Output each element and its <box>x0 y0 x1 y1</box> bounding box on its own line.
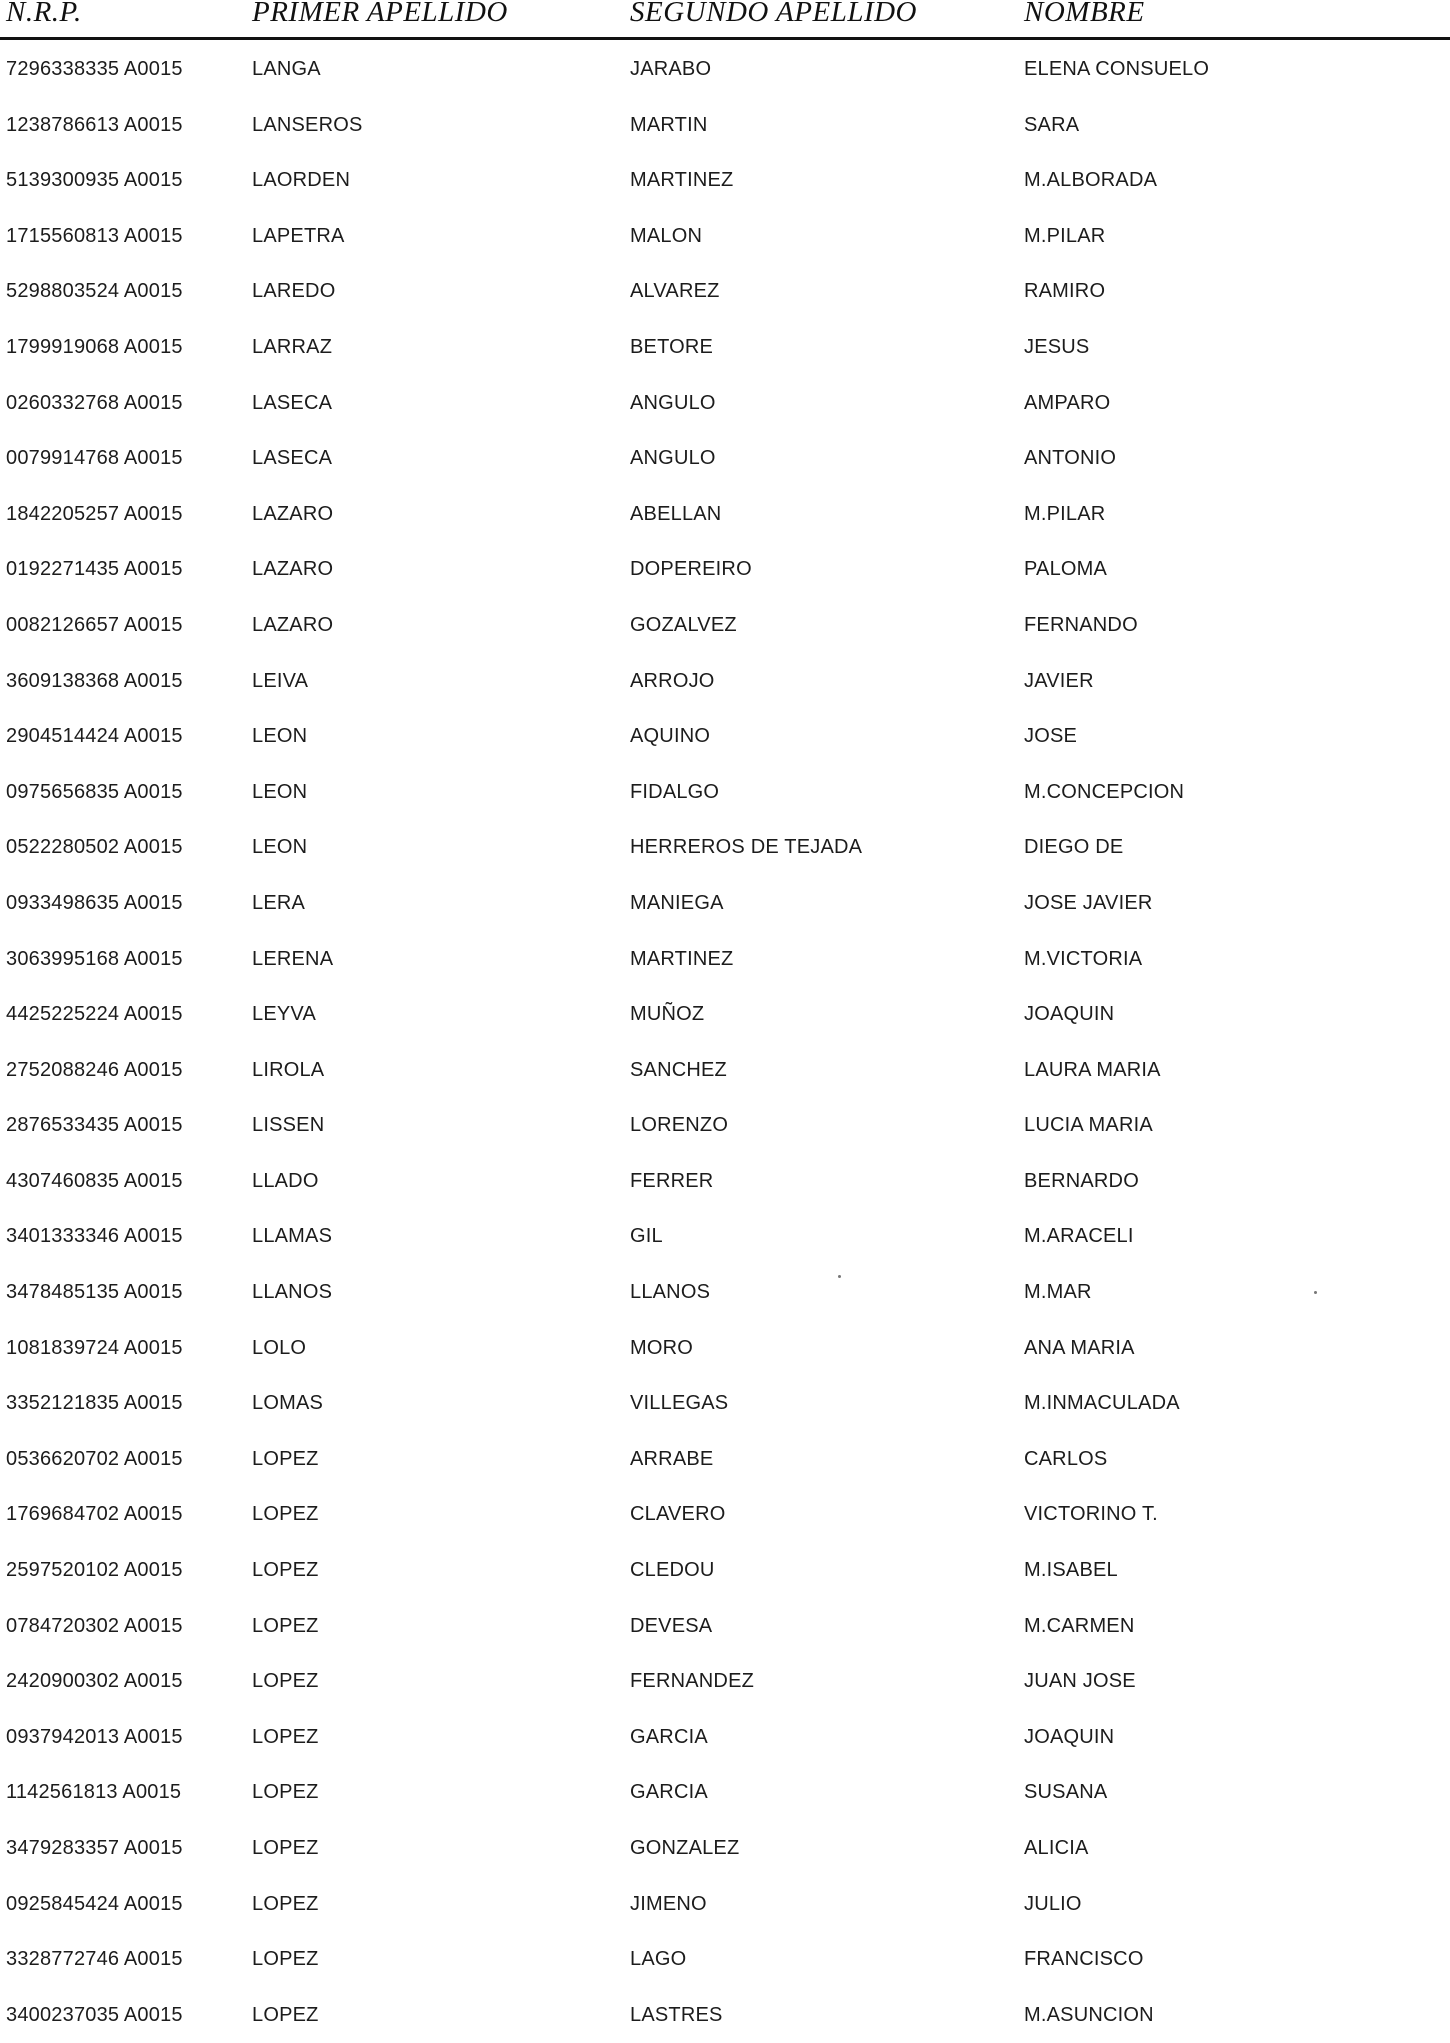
table-row <box>0 1877 1450 1933</box>
table-row <box>0 709 1450 765</box>
cell-nrp: 3479283357 A0015 <box>6 1837 183 1859</box>
table-row <box>0 264 1450 320</box>
cell-primer-apellido: LLANOS <box>252 1281 333 1304</box>
cell-segundo-apellido: ARROJO <box>630 669 715 692</box>
cell-nrp: 0784720302 A0015 <box>6 1614 183 1637</box>
cell-nombre: BERNARDO <box>1024 1169 1139 1192</box>
table-row <box>0 987 1450 1043</box>
cell-nrp: 0925845424 A0015 <box>6 1892 183 1915</box>
cell-nombre: JOSE JAVIER <box>1024 891 1153 914</box>
cell-nombre: JULIO <box>1024 1892 1082 1915</box>
header-nombre: NOMBRE <box>1024 0 1145 28</box>
cell-segundo-apellido: MARTIN <box>630 113 708 136</box>
cell-segundo-apellido: CLEDOU <box>630 1559 715 1582</box>
cell-primer-apellido: LOPEZ <box>252 1781 319 1804</box>
cell-segundo-apellido: ARRABE <box>630 1447 714 1470</box>
scan-speck <box>838 1275 841 1278</box>
cell-primer-apellido: LOPEZ <box>252 1670 319 1693</box>
cell-primer-apellido: LAZARO <box>252 613 334 636</box>
cell-segundo-apellido: MALON <box>630 224 703 247</box>
cell-nombre: PALOMA <box>1024 558 1108 581</box>
table-row <box>0 1154 1450 1210</box>
table-header <box>0 0 1450 34</box>
cell-nrp: 4307460835 A0015 <box>6 1169 183 1192</box>
cell-segundo-apellido: MARTINEZ <box>630 169 734 192</box>
cell-nombre: LAURA MARIA <box>1024 1058 1161 1081</box>
cell-nrp: 0975656835 A0015 <box>6 780 183 803</box>
cell-nrp: 3400237035 A0015 <box>6 2003 183 2026</box>
cell-primer-apellido: LOPEZ <box>252 1725 319 1748</box>
cell-segundo-apellido: JIMENO <box>630 1892 707 1915</box>
header-segundo-apellido: SEGUNDO APELLIDO <box>630 0 917 28</box>
cell-segundo-apellido: ABELLAN <box>630 502 722 525</box>
cell-segundo-apellido: GARCIA <box>630 1725 708 1748</box>
cell-primer-apellido: LERA <box>252 891 306 914</box>
cell-nrp: 0260332768 A0015 <box>6 391 183 414</box>
cell-segundo-apellido: FERRER <box>630 1169 714 1192</box>
cell-nombre: JOAQUIN <box>1024 1725 1115 1748</box>
cell-nombre: ELENA CONSUELO <box>1024 58 1210 80</box>
cell-nrp: 7296338335 A0015 <box>6 58 183 80</box>
cell-segundo-apellido: GOZALVEZ <box>630 613 737 636</box>
table-row <box>0 765 1450 821</box>
cell-nombre: M.ALBORADA <box>1024 169 1158 192</box>
cell-nrp: 3328772746 A0015 <box>6 1948 183 1971</box>
cell-nombre: SARA <box>1024 113 1080 136</box>
cell-nrp: 3401333346 A0015 <box>6 1225 183 1248</box>
table-row <box>0 820 1450 876</box>
cell-nombre: M.PILAR <box>1024 224 1106 247</box>
cell-primer-apellido: LOPEZ <box>252 1447 319 1470</box>
cell-primer-apellido: LOPEZ <box>252 1559 319 1582</box>
table-row <box>0 654 1450 710</box>
table-row <box>0 1710 1450 1766</box>
cell-nrp: 2904514424 A0015 <box>6 725 183 748</box>
cell-nrp: 3609138368 A0015 <box>6 669 183 692</box>
cell-primer-apellido: LOPEZ <box>252 1948 319 1971</box>
table-row <box>0 1599 1450 1655</box>
cell-segundo-apellido: MUÑOZ <box>630 1003 705 1026</box>
cell-primer-apellido: LAZARO <box>252 558 334 581</box>
cell-segundo-apellido: LAGO <box>630 1948 687 1971</box>
cell-nrp: 0192271435 A0015 <box>6 558 183 581</box>
cell-nrp: 2597520102 A0015 <box>6 1559 183 1582</box>
table-row <box>0 1321 1450 1377</box>
table-row <box>0 1265 1450 1321</box>
cell-nombre: M.ASUNCION <box>1024 2003 1154 2026</box>
cell-primer-apellido: LARRAZ <box>252 335 333 358</box>
cell-segundo-apellido: MANIEGA <box>630 891 724 914</box>
table-row <box>0 1543 1450 1599</box>
table-row <box>0 1043 1450 1099</box>
table-row <box>0 1988 1450 2043</box>
cell-nombre: M.ARACELI <box>1024 1225 1134 1248</box>
cell-segundo-apellido: DOPEREIRO <box>630 558 752 581</box>
cell-nombre: M.MAR <box>1024 1281 1092 1304</box>
cell-nombre: ANA MARIA <box>1024 1336 1135 1359</box>
table-row <box>0 209 1450 265</box>
cell-primer-apellido: LAORDEN <box>252 169 351 192</box>
table-row <box>0 1432 1450 1488</box>
cell-nombre: M.PILAR <box>1024 502 1106 525</box>
cell-primer-apellido: LOPEZ <box>252 1837 319 1859</box>
cell-segundo-apellido: DEVESA <box>630 1614 713 1637</box>
table-row <box>0 1765 1450 1821</box>
table-row <box>0 876 1450 932</box>
cell-segundo-apellido: CLAVERO <box>630 1503 726 1526</box>
cell-nrp: 1842205257 A0015 <box>6 502 183 525</box>
cell-primer-apellido: LASECA <box>252 391 333 414</box>
cell-nrp: 0079914768 A0015 <box>6 447 183 470</box>
cell-nrp: 0082126657 A0015 <box>6 613 183 636</box>
cell-nrp: 1081839724 A0015 <box>6 1336 183 1359</box>
cell-primer-apellido: LOMAS <box>252 1392 324 1415</box>
cell-primer-apellido: LEYVA <box>252 1003 316 1026</box>
cell-primer-apellido: LIROLA <box>252 1058 325 1081</box>
cell-segundo-apellido: GONZALEZ <box>630 1837 740 1859</box>
cell-nombre: JAVIER <box>1024 669 1094 692</box>
cell-primer-apellido: LANGA <box>252 58 321 80</box>
table-row <box>0 1654 1450 1710</box>
cell-nombre: RAMIRO <box>1024 280 1106 303</box>
cell-primer-apellido: LEON <box>252 836 308 859</box>
table-row <box>0 932 1450 988</box>
cell-primer-apellido: LOPEZ <box>252 1892 319 1915</box>
cell-nombre: AMPARO <box>1024 391 1111 414</box>
cell-nrp: 1142561813 A0015 <box>6 1781 182 1804</box>
cell-nrp: 3352121835 A0015 <box>6 1392 183 1415</box>
cell-nombre: M.CONCEPCION <box>1024 780 1185 803</box>
cell-nombre: M.ISABEL <box>1024 1559 1118 1582</box>
cell-nrp: 0522280502 A0015 <box>6 836 183 859</box>
table-row <box>0 376 1450 432</box>
cell-segundo-apellido: ANGULO <box>630 447 716 470</box>
cell-nombre: FRANCISCO <box>1024 1948 1144 1971</box>
cell-nrp: 1799919068 A0015 <box>6 335 183 358</box>
cell-nrp: 2752088246 A0015 <box>6 1058 183 1081</box>
cell-primer-apellido: LAZARO <box>252 502 334 525</box>
table-row <box>0 1209 1450 1265</box>
table-row <box>0 1487 1450 1543</box>
cell-nrp: 4425225224 A0015 <box>6 1003 183 1026</box>
cell-nombre: FERNANDO <box>1024 613 1138 636</box>
cell-primer-apellido: LOPEZ <box>252 2003 319 2026</box>
table-row <box>0 42 1450 98</box>
cell-primer-apellido: LEON <box>252 780 308 803</box>
cell-nombre: JOAQUIN <box>1024 1003 1115 1026</box>
table-row <box>0 1821 1450 1877</box>
header-rule <box>0 37 1450 40</box>
cell-primer-apellido: LOPEZ <box>252 1503 319 1526</box>
cell-segundo-apellido: GARCIA <box>630 1781 708 1804</box>
cell-primer-apellido: LANSEROS <box>252 113 363 136</box>
cell-primer-apellido: LAPETRA <box>252 224 345 247</box>
cell-segundo-apellido: JARABO <box>630 58 712 80</box>
cell-nombre: JOSE <box>1024 725 1078 748</box>
cell-segundo-apellido: MARTINEZ <box>630 947 734 970</box>
cell-segundo-apellido: SANCHEZ <box>630 1058 727 1081</box>
cell-nombre: DIEGO DE <box>1024 836 1124 859</box>
cell-nrp: 5139300935 A0015 <box>6 169 183 192</box>
cell-nrp: 2876533435 A0015 <box>6 1114 183 1137</box>
header-primer-apellido: PRIMER APELLIDO <box>252 0 508 28</box>
cell-primer-apellido: LEON <box>252 725 308 748</box>
table-row <box>0 542 1450 598</box>
cell-nrp: 3063995168 A0015 <box>6 947 183 970</box>
cell-nombre: JESUS <box>1024 335 1090 358</box>
cell-segundo-apellido: FIDALGO <box>630 780 720 803</box>
table-row <box>0 1376 1450 1432</box>
table-row <box>0 487 1450 543</box>
cell-segundo-apellido: BETORE <box>630 335 714 358</box>
cell-primer-apellido: LLAMAS <box>252 1225 333 1248</box>
cell-nrp: 5298803524 A0015 <box>6 280 183 303</box>
cell-nombre: ANTONIO <box>1024 447 1117 470</box>
cell-segundo-apellido: AQUINO <box>630 725 711 748</box>
table-row <box>0 1932 1450 1988</box>
cell-nombre: LUCIA MARIA <box>1024 1114 1153 1137</box>
header-nrp: N.R.P. <box>6 0 82 28</box>
table-row <box>0 153 1450 209</box>
table-row <box>0 598 1450 654</box>
cell-nombre: SUSANA <box>1024 1781 1108 1804</box>
cell-nombre: VICTORINO T. <box>1024 1503 1158 1526</box>
cell-primer-apellido: LEIVA <box>252 669 309 692</box>
table-row <box>0 1098 1450 1154</box>
cell-primer-apellido: LASECA <box>252 447 333 470</box>
cell-nombre: M.VICTORIA <box>1024 947 1143 970</box>
cell-nrp: 1238786613 A0015 <box>6 113 183 136</box>
cell-primer-apellido: LAREDO <box>252 280 336 303</box>
cell-nombre: JUAN JOSE <box>1024 1670 1136 1693</box>
cell-segundo-apellido: VILLEGAS <box>630 1392 729 1415</box>
cell-nrp: 2420900302 A0015 <box>6 1670 183 1693</box>
cell-primer-apellido: LOPEZ <box>252 1614 319 1637</box>
cell-segundo-apellido: ALVAREZ <box>630 280 720 303</box>
table-row <box>0 98 1450 154</box>
cell-segundo-apellido: LORENZO <box>630 1114 729 1137</box>
cell-segundo-apellido: FERNANDEZ <box>630 1670 755 1693</box>
cell-nombre: CARLOS <box>1024 1447 1108 1470</box>
cell-nrp: 0536620702 A0015 <box>6 1447 183 1470</box>
cell-segundo-apellido: HERREROS DE TEJADA <box>630 836 863 859</box>
cell-segundo-apellido: LASTRES <box>630 2003 723 2026</box>
cell-segundo-apellido: LLANOS <box>630 1281 711 1304</box>
cell-primer-apellido: LISSEN <box>252 1114 325 1137</box>
cell-primer-apellido: LERENA <box>252 947 334 970</box>
table-body <box>0 42 1450 2043</box>
scan-speck <box>1314 1291 1317 1294</box>
cell-segundo-apellido: ANGULO <box>630 391 716 414</box>
cell-nombre: M.CARMEN <box>1024 1614 1135 1637</box>
table-row <box>0 431 1450 487</box>
cell-nrp: 1715560813 A0015 <box>6 224 183 247</box>
cell-nrp: 0937942013 A0015 <box>6 1725 183 1748</box>
cell-nrp: 0933498635 A0015 <box>6 891 183 914</box>
cell-nrp: 3478485135 A0015 <box>6 1281 183 1304</box>
cell-nrp: 1769684702 A0015 <box>6 1503 183 1526</box>
cell-segundo-apellido: MORO <box>630 1336 694 1359</box>
cell-primer-apellido: LOLO <box>252 1336 307 1359</box>
cell-nombre: ALICIA <box>1024 1837 1089 1859</box>
cell-nombre: M.INMACULADA <box>1024 1392 1180 1415</box>
table-row <box>0 320 1450 376</box>
cell-primer-apellido: LLADO <box>252 1169 319 1192</box>
cell-segundo-apellido: GIL <box>630 1225 663 1248</box>
